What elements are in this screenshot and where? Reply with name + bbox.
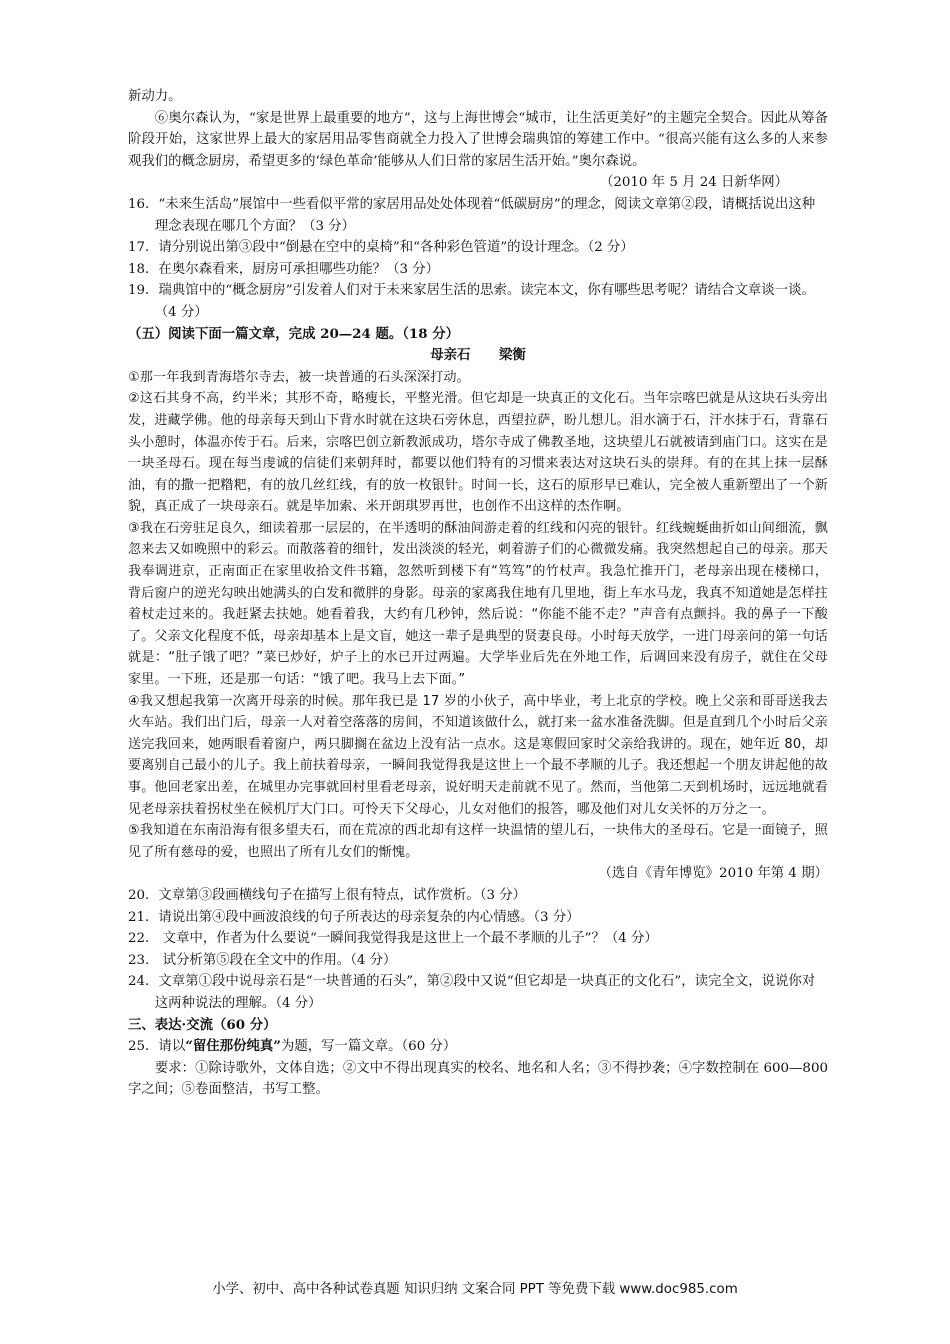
article-title: 母亲石 [430,347,471,364]
question-19: 19．瑞典馆中的“概念厨房”引发着人们对于未来家居生活的思索。读完本文，你有哪些思考呢？请结合文章谈一谈。（4 分） [128,283,815,320]
article-paragraph-4: ④我又想起我第一次离开母亲的时候。那年我已是 17 岁的小伙子，高中毕业，考上北京的学校。晚上父亲和哥哥送我去火车站。我们出门后，母亲一人对着空落落的房间，不知道该做什么，就打来一盆水准备洗脚。但是直到几个小时后父亲送完我回来，她两眼看着窗户，两只脚搁在盆边上没有沾一点水。这是寒假回家时父亲给我讲的。现在，她年近 80，却要离别自己最小的儿子。我上前扶着母亲，一瞬间我觉得我是这世上一个最不孝顺的儿子。我还想起一个朋友讲起他的故事。他回老家出差，在城里办完事就回村里看老母亲，说好明天走前就不见了。然而，当他第二天到机场时，远远地就看见老母亲扶着拐杖坐在候机厅大门口。可怜天下父母心，儿女对他们的报答，哪及他们对儿女关怀的万分之一。 [128,693,828,817]
article-body [128,367,828,864]
q25-topic: “留住那份纯真” [185,1038,281,1055]
text-line-start: 新动力。 [128,89,182,104]
paragraph-6: ⑥奥尔森认为，“家是世界上最重要的地方”，这与上海世博会“城市，让生活更美好”的主题完全契合。因此从筹备阶段开始，这家世界上最大的家居用品零售商就全力投入了世博会瑞典馆的筹建工作中。“很高兴能有这么多的人来参观我们的概念厨房，希望更多的‘绿色革命’能够从人们日常的家居生活开始。”奥尔森说。 [128,110,828,169]
article-paragraph-5: ⑤我知道在东南沿海有很多望夫石，而在荒凉的西北却有这样一块温情的望儿石，一块伟大的圣母石。它是一面镜子，照见了所有慈母的爱，也照出了所有儿女们的惭愧。 [128,823,828,860]
question-25 [128,1036,828,1058]
question-18: 18．在奥尔森看来，厨房可承担哪些功能？（3 分） [128,261,440,277]
article-paragraph-1: ①那一年我到青海塔尔寺去，被一块普通的石头深深打动。 [128,369,470,385]
q25-suffix: 为题，写一篇文章。（60 分） [280,1039,457,1055]
question-23: 23. 试分析第⑤段在全文中的作用。（4 分） [128,952,397,968]
article-author: 梁衡 [499,347,526,364]
question-17: 17．请分别说出第③段中“倒悬在空中的桌椅”和“各种彩色管道”的设计理念。（2 分） [128,240,634,256]
source-dateline: （2010 年 5 月 24 日新华网） [599,175,788,191]
section-5-heading: （五）阅读下面一篇文章，完成 20—24 题。（18 分） [128,325,459,342]
question-24: 24．文章第①段中说母亲石是“一块普通的石头”，第②段中又说“但它却是一块真正的文化石”，读完全文，说说你对这两种说法的理解。（4 分） [128,974,816,1011]
article-source: （选自《青年博览》2010 年第 4 期） [598,866,828,882]
page-footer: 小学、初中、高中各种试卷真题 知识归纳 文案合同 PPT 等免费下载 www.doc985.com [212,1282,738,1297]
section-3-heading: 三、表达·交流（60 分） [128,1016,277,1033]
exam-page [128,86,828,1101]
article-paragraph-2: ②这石其身不高，约半米；其形不奇，略瘦长，平整光滑。但它却是一块真正的文化石。当年宗喀巴就是从这块石头旁出发，进藏学佛。他的母亲每天到山下背水时就在这块石旁休息，西望拉萨，盼儿想儿。泪水滴于石，汗水抹于石，背靠石头小憩时，体温亦传于石。后来，宗喀巴创立新教派成功，塔尔寺成了佛教圣地，这块望儿石就被请到庙门口。这实在是一块圣母石。现在每当虔诚的信徒们来朝拜时，都要以他们特有的习惯来表达对这块石头的崇拜。有的在其上抹一层酥油，有的撒一把糌粑，有的放几丝红线，有的放一枚银针。时间一长，这石的原形早已难认，完全被人重新塑出了一个新貌，真正成了一块母亲石。就是毕加索、米开朗琪罗再世，也创作不出这样的杰作啊。 [128,391,828,515]
q25-prefix: 25．请以 [128,1039,186,1055]
article-title-line [128,345,828,367]
question-16: 16．“未来生活岛”展馆中一些看似平常的家居用品处处体现着“低碳厨房”的理念，阅读文章第②段，请概括说出这种理念表现在哪几个方面？（3 分） [128,196,816,234]
question-22: 22. 文章中，作者为什么要说“一瞬间我觉得我是这世上一个最不孝顺的儿子”？（4 分） [128,931,658,947]
q25-requirements: 要求：①除诗歌外，文体自选；②文中不得出现真实的校名、地名和人名；③不得抄袭；④字数控制在 600—800 字之间；⑤卷面整洁，书写工整。 [128,1060,828,1098]
question-21: 21．请说出第④段中画波浪线的句子所表达的母亲复杂的内心情感。（3 分） [128,909,580,925]
question-20: 20．文章第③段画横线句子在描写上很有特点，试作赏析。（3 分） [128,887,527,903]
article-paragraph-3: ③我在石旁驻足良久，细读着那一层层的，在半透明的酥油间游走着的红线和闪亮的银针。红线蜿蜒曲折如山间细流，飘忽来去又如晚照中的彩云。而散落着的细针，发出淡淡的轻光，刺着游子们的心微微发痛。我突然想起自己的母亲。那天我奉调进京，正南面正在家里收拾文件书籍，忽然听到楼下有“笃笃”的竹杖声。我急忙推开门，老母亲出现在楼梯口，背后窗户的逆光勾映出她满头的白发和微胖的身影。母亲的家离我住地有几里地，街上车水马龙，我真不知道她是怎样拄着杖走过来的。我赶紧去扶她。她看着我，大约有几秒钟，然后说：“你能不能不走？”声音有点颤抖。我的鼻子一下酸了。父亲文化程度不低，母亲却基本上是文盲，她这一辈子是典型的贤妻良母。小时每天放学，一进门母亲问的第一句话就是：“肚子饿了吧？”菜已炒好，炉子上的水已开过两遍。大学毕业后先在外地工作，后调回来没有房子，就住在父母家里。一下班，还是那一句话：“饿了吧。我马上去下面。” [128,520,828,688]
